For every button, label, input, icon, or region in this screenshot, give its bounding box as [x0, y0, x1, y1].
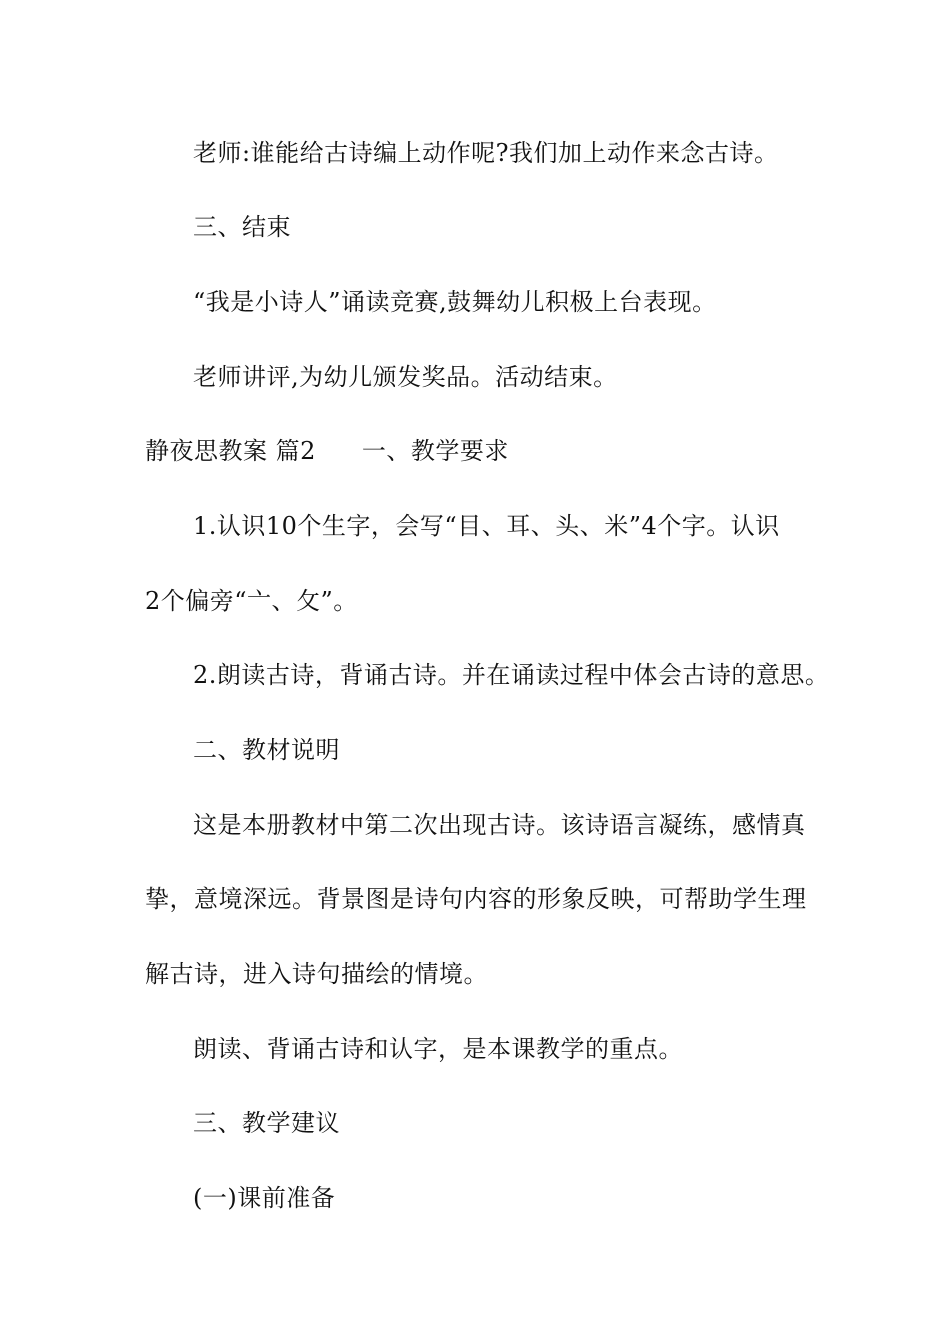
- paragraph-line: 老师:谁能给古诗编上动作呢?我们加上动作来念古诗。: [193, 139, 779, 167]
- paragraph-line: 2个偏旁“亠、攵”。: [145, 587, 358, 615]
- paragraph-line: 老师讲评,为幼儿颁发奖品。活动结束。: [193, 363, 618, 391]
- section-heading: 三、结束: [193, 213, 291, 241]
- section-heading: 二、教材说明: [193, 736, 340, 764]
- paragraph-line: 解古诗，进入诗句描绘的情境。: [145, 960, 488, 988]
- article-title: 静夜思教案 篇2: [145, 437, 316, 465]
- paragraph-line: 1.认识10个生字，会写“目、耳、头、米”4个字。认识: [193, 512, 780, 540]
- paragraph-line: 朗读、背诵古诗和认字，是本课教学的重点。: [193, 1035, 683, 1063]
- subsection-heading: (一)课前准备: [193, 1184, 336, 1212]
- paragraph-line: “我是小诗人”诵读竞赛,鼓舞幼儿积极上台表现。: [193, 288, 717, 316]
- section-heading: 三、教学建议: [193, 1109, 340, 1137]
- paragraph-line: 2.朗读古诗，背诵古诗。并在诵读过程中体会古诗的意思。: [193, 661, 830, 689]
- article-title-row: [145, 436, 810, 466]
- section-heading: 一、教学要求: [361, 437, 509, 465]
- paragraph-line: 这是本册教材中第二次出现古诗。该诗语言凝练，感情真: [193, 811, 806, 839]
- paragraph-line: 挚，意境深远。背景图是诗句内容的形象反映，可帮助学生理: [145, 885, 807, 913]
